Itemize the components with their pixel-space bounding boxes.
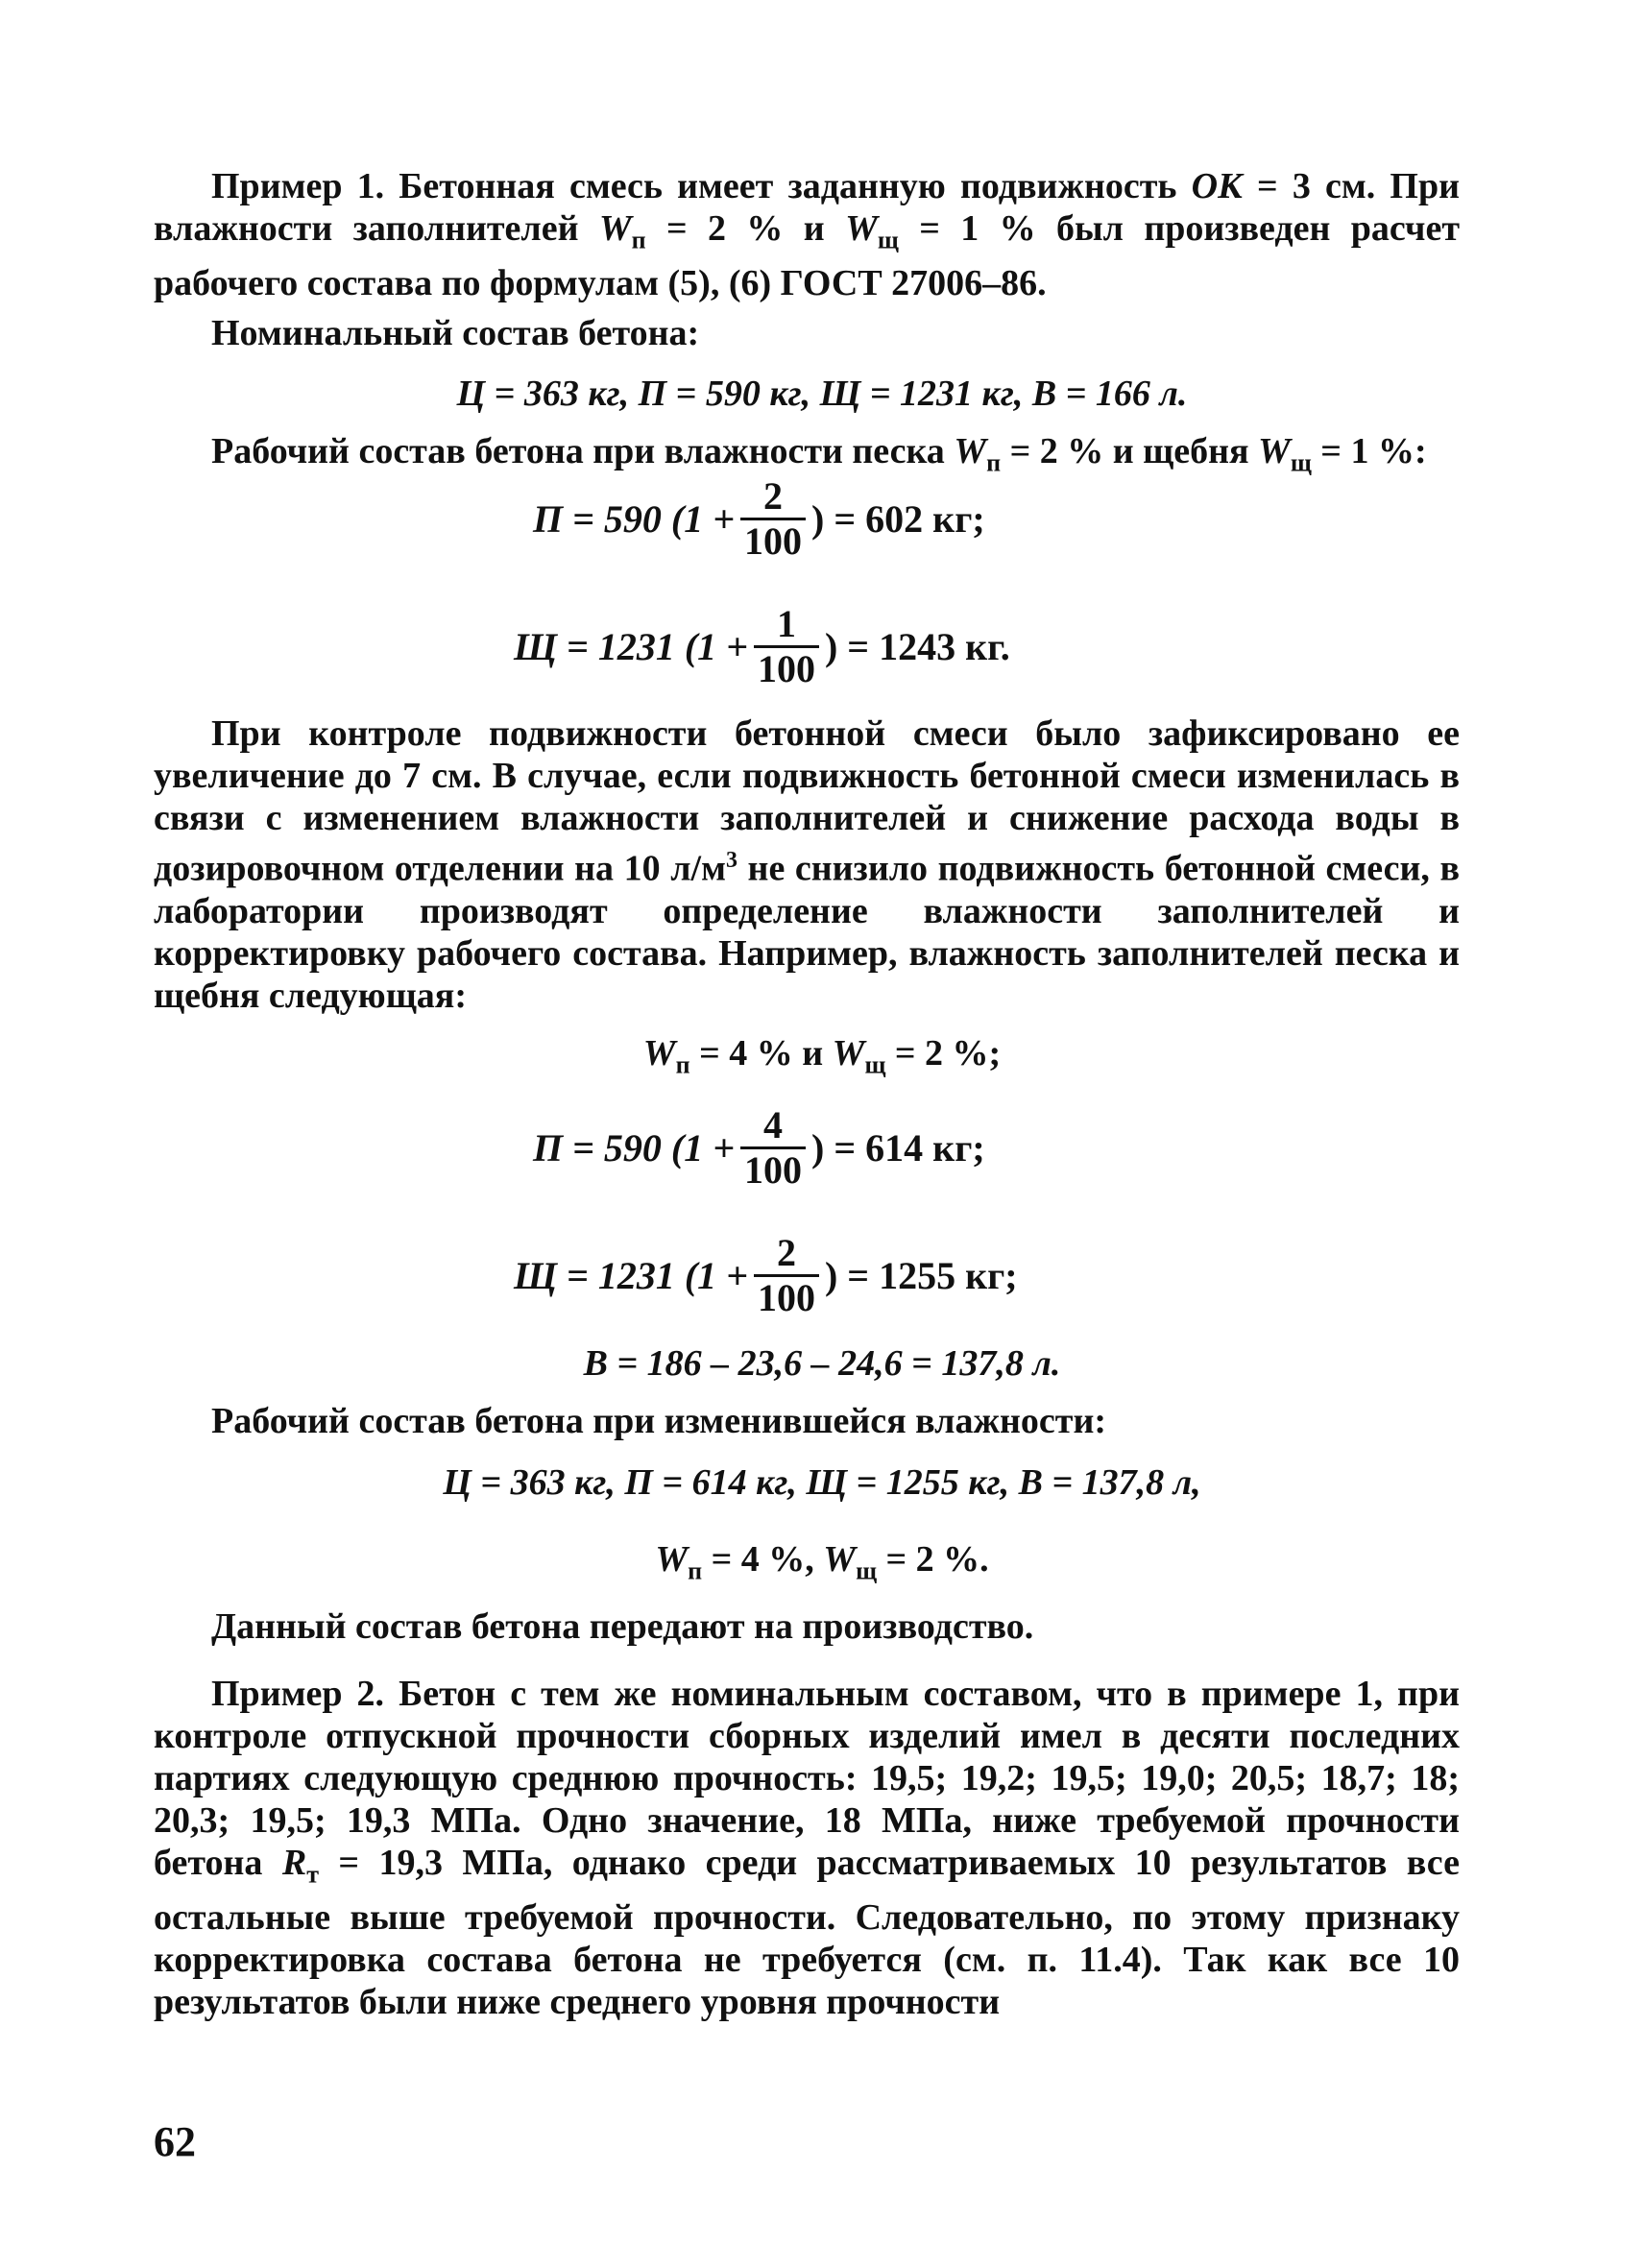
- fraction: $\frac{4}{100}$: [740, 1104, 806, 1192]
- page-number: 62: [154, 2118, 196, 2165]
- working2-heading: Рабочий состав бетона при изменившейся влажности:: [211, 1401, 1107, 1441]
- transfer-text: Данный состав бетона передают на производство.: [211, 1606, 1034, 1647]
- example2-label: Пример 2.: [211, 1674, 385, 1714]
- example1-label: Пример 1.: [211, 166, 385, 206]
- gravel-formula-1: Щ = 1231 (1 + $\frac{1}{100}$ ) = 1243 кг.: [514, 602, 1010, 690]
- water-formula: В = 186 – 23,6 – 24,6 = 137,8 л.: [583, 1343, 1061, 1384]
- fraction: $\frac{2}{100}$: [754, 1232, 819, 1319]
- sand-formula-2: П = 590 (1 + $\frac{4}{100}$ ) = 614 кг;: [533, 1103, 985, 1192]
- nominal-heading: Номинальный состав бетона:: [211, 313, 700, 353]
- fraction: $\frac{2}{100}$: [740, 475, 806, 563]
- result-moisture: $W_п = 4$ %, $W_щ = 2$ %.: [655, 1539, 989, 1585]
- sand-formula-1: П = 590 (1 + $\frac{2}{100}$ ) = 602 кг;: [533, 474, 985, 563]
- nominal-formula: Ц = 363 кг, П = 590 кг, Щ = 1231 кг, В = 166 л.: [456, 374, 1188, 414]
- moisture-line: $W_п = 4$ % и $W_щ = 2$ %;: [642, 1033, 1002, 1079]
- example2-paragraph: Пример 2. Бетон с тем же номинальным составом, что в примере 1, при контроле отпускной прочности сборных изделий имел в десяти последних партиях следующую среднюю прочность: 19,5; 19,2; 19,5; 19,0; 20,5; 18,7; 18; 20,3; 19,5; 19,3 МПа. Одно значение, 18 МПа, ниже требуемой прочности бетона $R_т = 19,3$ МПа, однако среди рассматриваемых 10 результатов все остальные выше требуемой прочности. Следовательно, по этому признаку корректировка состава бетона не требуется (см. п. 11.4). Так как все 10 результатов были ниже среднего уровня прочности: [154, 1674, 1460, 2022]
- example1-paragraph: Пример 1. Бетонная смесь имеет заданную подвижность ОК = 3 см. При влажности заполнителей $W_п = 2$ % и $W_щ = 1$ % был произведен расчет рабочего состава по формулам (5), (6) ГОСТ 27006–86.: [154, 166, 1460, 303]
- working2-result: Ц = 363 кг, П = 614 кг, Щ = 1255 кг, В = 137,8 л,: [443, 1462, 1201, 1503]
- control-paragraph: При контроле подвижности бетонной смеси было зафиксировано ее увеличение до 7 см. В случае, если подвижность бетонной смеси изменилась в связи с изменением влажности заполнителей и снижение расхода воды в дозировочном отделении на 10 $л/м^3$ не снизило подвижность бетонной смеси, в лаборатории производят определение влажности заполнителей и корректировку рабочего состава. Например, влажность заполнителей песка и щебня следующая:: [154, 713, 1460, 1016]
- gravel-formula-2: Щ = 1231 (1 + $\frac{2}{100}$ ) = 1255 кг;: [514, 1231, 1018, 1319]
- working1-heading: Рабочий состав бетона при влажности песка $W_п = 2$ % и щебня $W_щ = 1$ %:: [211, 431, 1427, 477]
- fraction: $\frac{1}{100}$: [754, 603, 819, 690]
